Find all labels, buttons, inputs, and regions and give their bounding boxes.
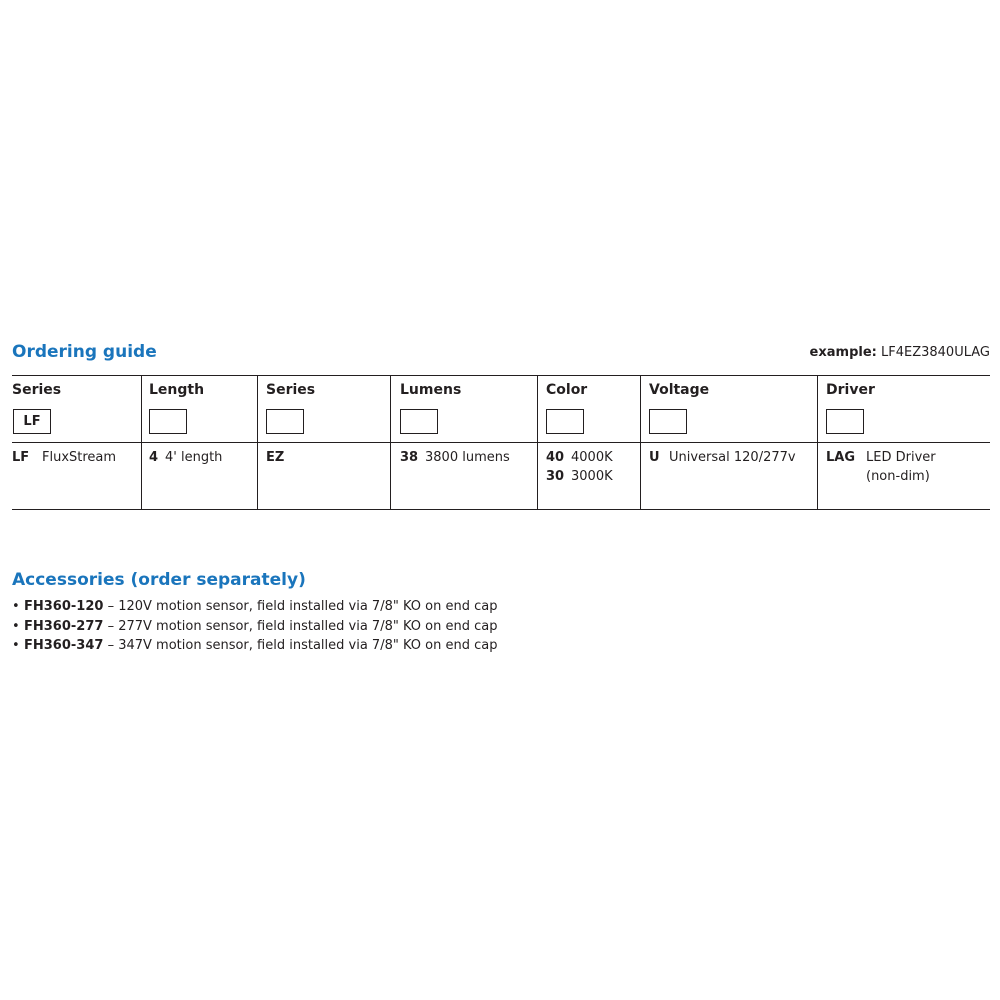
- option-list: [149, 450, 222, 469]
- option-item: [826, 469, 936, 488]
- option-description: (non-dim): [866, 469, 930, 484]
- accessory-part-number: FH360-347: [24, 638, 104, 653]
- example-value: LF4EZ3840ULAG: [881, 345, 990, 360]
- accessory-item: [12, 619, 497, 639]
- accessory-description: – 120V motion sensor, field installed via 7/8" KO on end cap: [103, 599, 498, 614]
- ordering-guide-table: [12, 375, 990, 510]
- option-code: 4: [149, 450, 159, 465]
- lumens-code-box[interactable]: [400, 409, 438, 434]
- option-description: 4000K: [571, 450, 613, 465]
- accessory-part-number: FH360-277: [24, 618, 104, 634]
- series-code-box[interactable]: LF: [13, 409, 51, 434]
- option-code: U: [649, 450, 660, 465]
- option-list: [826, 450, 936, 488]
- column-title: Lumens: [400, 382, 462, 398]
- option-code: 38: [400, 450, 419, 465]
- option-list: [12, 450, 116, 469]
- accessories-title: Accessories (order separately): [12, 570, 306, 590]
- accessory-part-number: FH360-120: [24, 599, 104, 614]
- accessory-description: – 277V motion sensor, field installed via 7/8" KO on end cap: [103, 618, 498, 634]
- bullet: •: [12, 618, 20, 634]
- accessory-description: – 347V motion sensor, field installed via 7/8" KO on end cap: [103, 638, 498, 653]
- column-lumens: [391, 376, 538, 509]
- example-code: [810, 345, 990, 360]
- option-code: 40: [546, 450, 565, 465]
- example-label: example:: [809, 345, 877, 360]
- option-item: [546, 469, 613, 488]
- column-header: [258, 376, 390, 443]
- option-item: [266, 450, 284, 469]
- column-header: [641, 376, 817, 443]
- option-description: 3800 lumens: [425, 450, 510, 465]
- accessories-list: [12, 599, 497, 658]
- column-series: [12, 376, 142, 509]
- option-description: FluxStream: [42, 450, 117, 465]
- column-title: Length: [149, 382, 205, 398]
- option-description: 3000K: [571, 469, 613, 484]
- option-code: LAG: [826, 450, 856, 465]
- column-header: [391, 376, 537, 443]
- option-description: 4' length: [165, 450, 223, 465]
- column-title: Voltage: [649, 382, 710, 398]
- column-header: [142, 376, 257, 443]
- ordering-guide-title: Ordering guide: [12, 342, 157, 362]
- column-header: [818, 376, 990, 443]
- option-item: [546, 450, 613, 469]
- accessory-item: [12, 638, 497, 658]
- column-title: Series: [266, 382, 316, 398]
- option-item: [149, 450, 222, 469]
- option-item: [12, 450, 116, 469]
- series-2-code-box[interactable]: [266, 409, 304, 434]
- option-item: [649, 450, 796, 469]
- accessory-item: [12, 599, 497, 619]
- option-code: EZ: [266, 450, 285, 465]
- column-driver: [818, 376, 990, 509]
- option-list: [400, 450, 510, 469]
- option-code: 30: [546, 469, 565, 484]
- column-header: [12, 376, 141, 443]
- driver-code-box[interactable]: [826, 409, 864, 434]
- length-code-box[interactable]: [149, 409, 187, 434]
- column-header: [538, 376, 640, 443]
- option-list: [546, 450, 613, 488]
- option-description: Universal 120/277v: [669, 450, 796, 465]
- color-code-box[interactable]: [546, 409, 584, 434]
- option-list: [649, 450, 796, 469]
- column-voltage: [641, 376, 818, 509]
- column-series-2: [258, 376, 391, 509]
- option-item: [400, 450, 510, 469]
- column-title: Color: [546, 382, 588, 398]
- voltage-code-box[interactable]: [649, 409, 687, 434]
- option-description: LED Driver: [866, 450, 936, 465]
- option-item: [826, 450, 936, 469]
- option-code: LF: [12, 450, 30, 465]
- bullet: •: [12, 638, 20, 653]
- column-color: [538, 376, 641, 509]
- option-list: [266, 450, 284, 469]
- column-title: Driver: [826, 382, 875, 398]
- bullet: •: [12, 599, 20, 614]
- column-length: [142, 376, 258, 509]
- column-title: Series: [12, 382, 62, 398]
